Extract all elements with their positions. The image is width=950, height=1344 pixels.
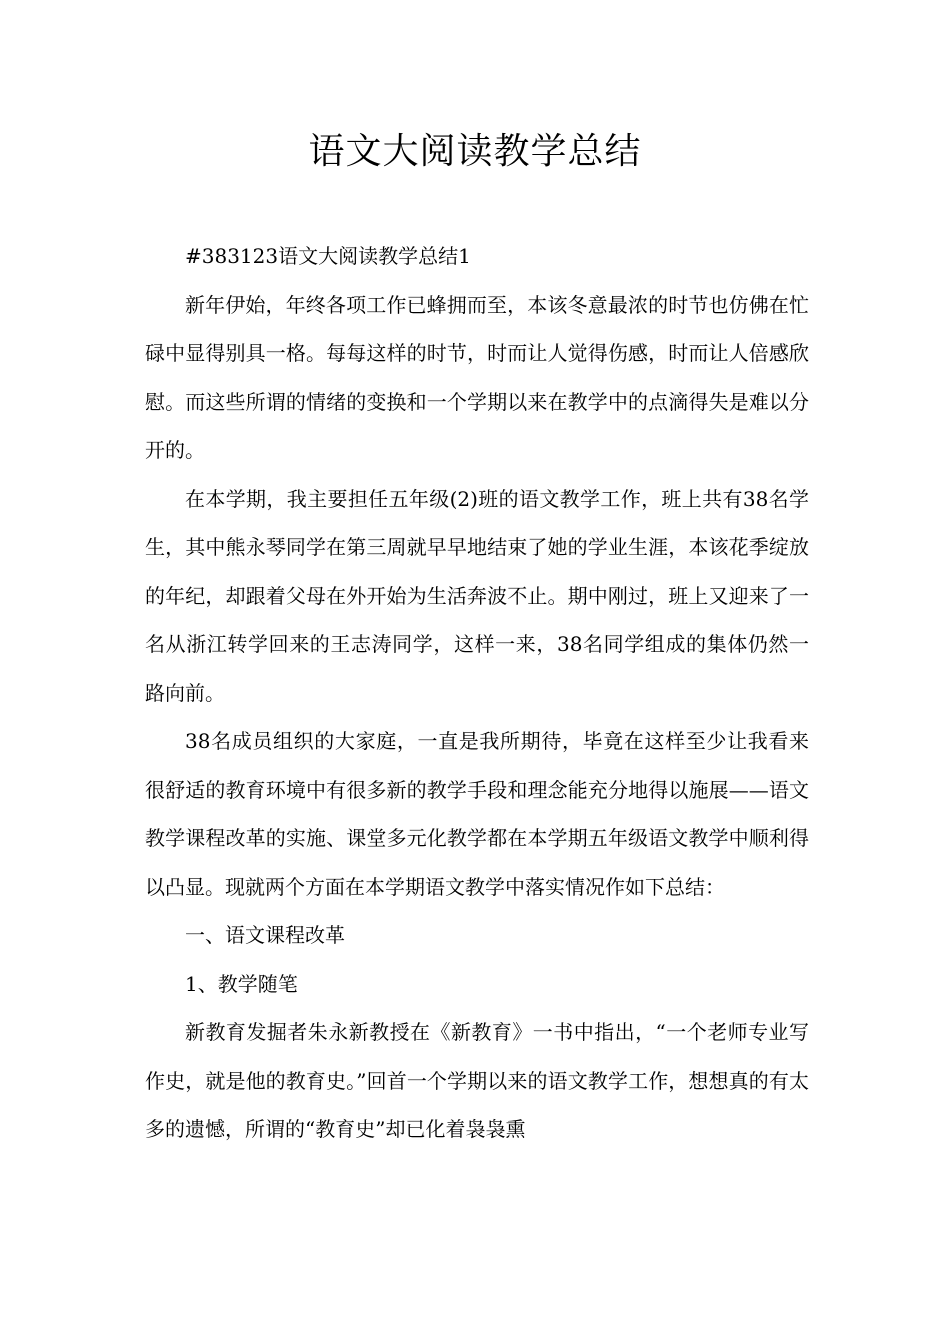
paragraph-class-info: 在本学期，我主要担任五年级(2)班的语文教学工作，班上共有38名学生，其中熊永琴同学在第三周就早早地结束了她的学业生涯，本该花季绽放的年纪，却跟着父母在外开始为生活奔波不止。期中刚过，班上又迎来了一名从浙江转学回来的王志涛同学，这样一来，38名同学组成的集体仍然一路向前。: [145, 486, 809, 705]
paragraph-essay: 新教育发掘者朱永新教授在《新教育》一书中指出，“一个老师专业写作史，就是他的教育史。”回首一个学期以来的语文教学工作，想想真的有太多的遗憾，所谓的“教育史”却已化着袅袅熏: [145, 1020, 809, 1141]
paragraph-heading-number: #383123语文大阅读教学总结1: [185, 244, 471, 268]
section-heading-reform: 一、语文课程改革: [185, 923, 345, 947]
document-title: 语文大阅读教学总结: [308, 131, 642, 172]
paragraph-summary-lead: 38名成员组织的大家庭，一直是我所期待，毕竟在这样至少让我看来很舒适的教育环境中有很多新的教学手段和理念能充分地得以施展——语文教学课程改革的实施、课堂多元化教学都在本学期五年级语文教学中顺利得以凸显。现就两个方面在本学期语文教学中落实情况作如下总结：: [145, 729, 809, 899]
paragraph-intro: 新年伊始，年终各项工作已蜂拥而至，本该冬意最浓的时节也仿佛在忙碌中显得别具一格。每每这样的时节，时而让人觉得伤感，时而让人倍感欣慰。而这些所谓的情绪的变换和一个学期以来在教学中的点滴得失是难以分开的。: [145, 292, 809, 462]
subsection-heading-essay: 1、教学随笔: [185, 971, 298, 996]
document-body: [145, 232, 809, 1154]
